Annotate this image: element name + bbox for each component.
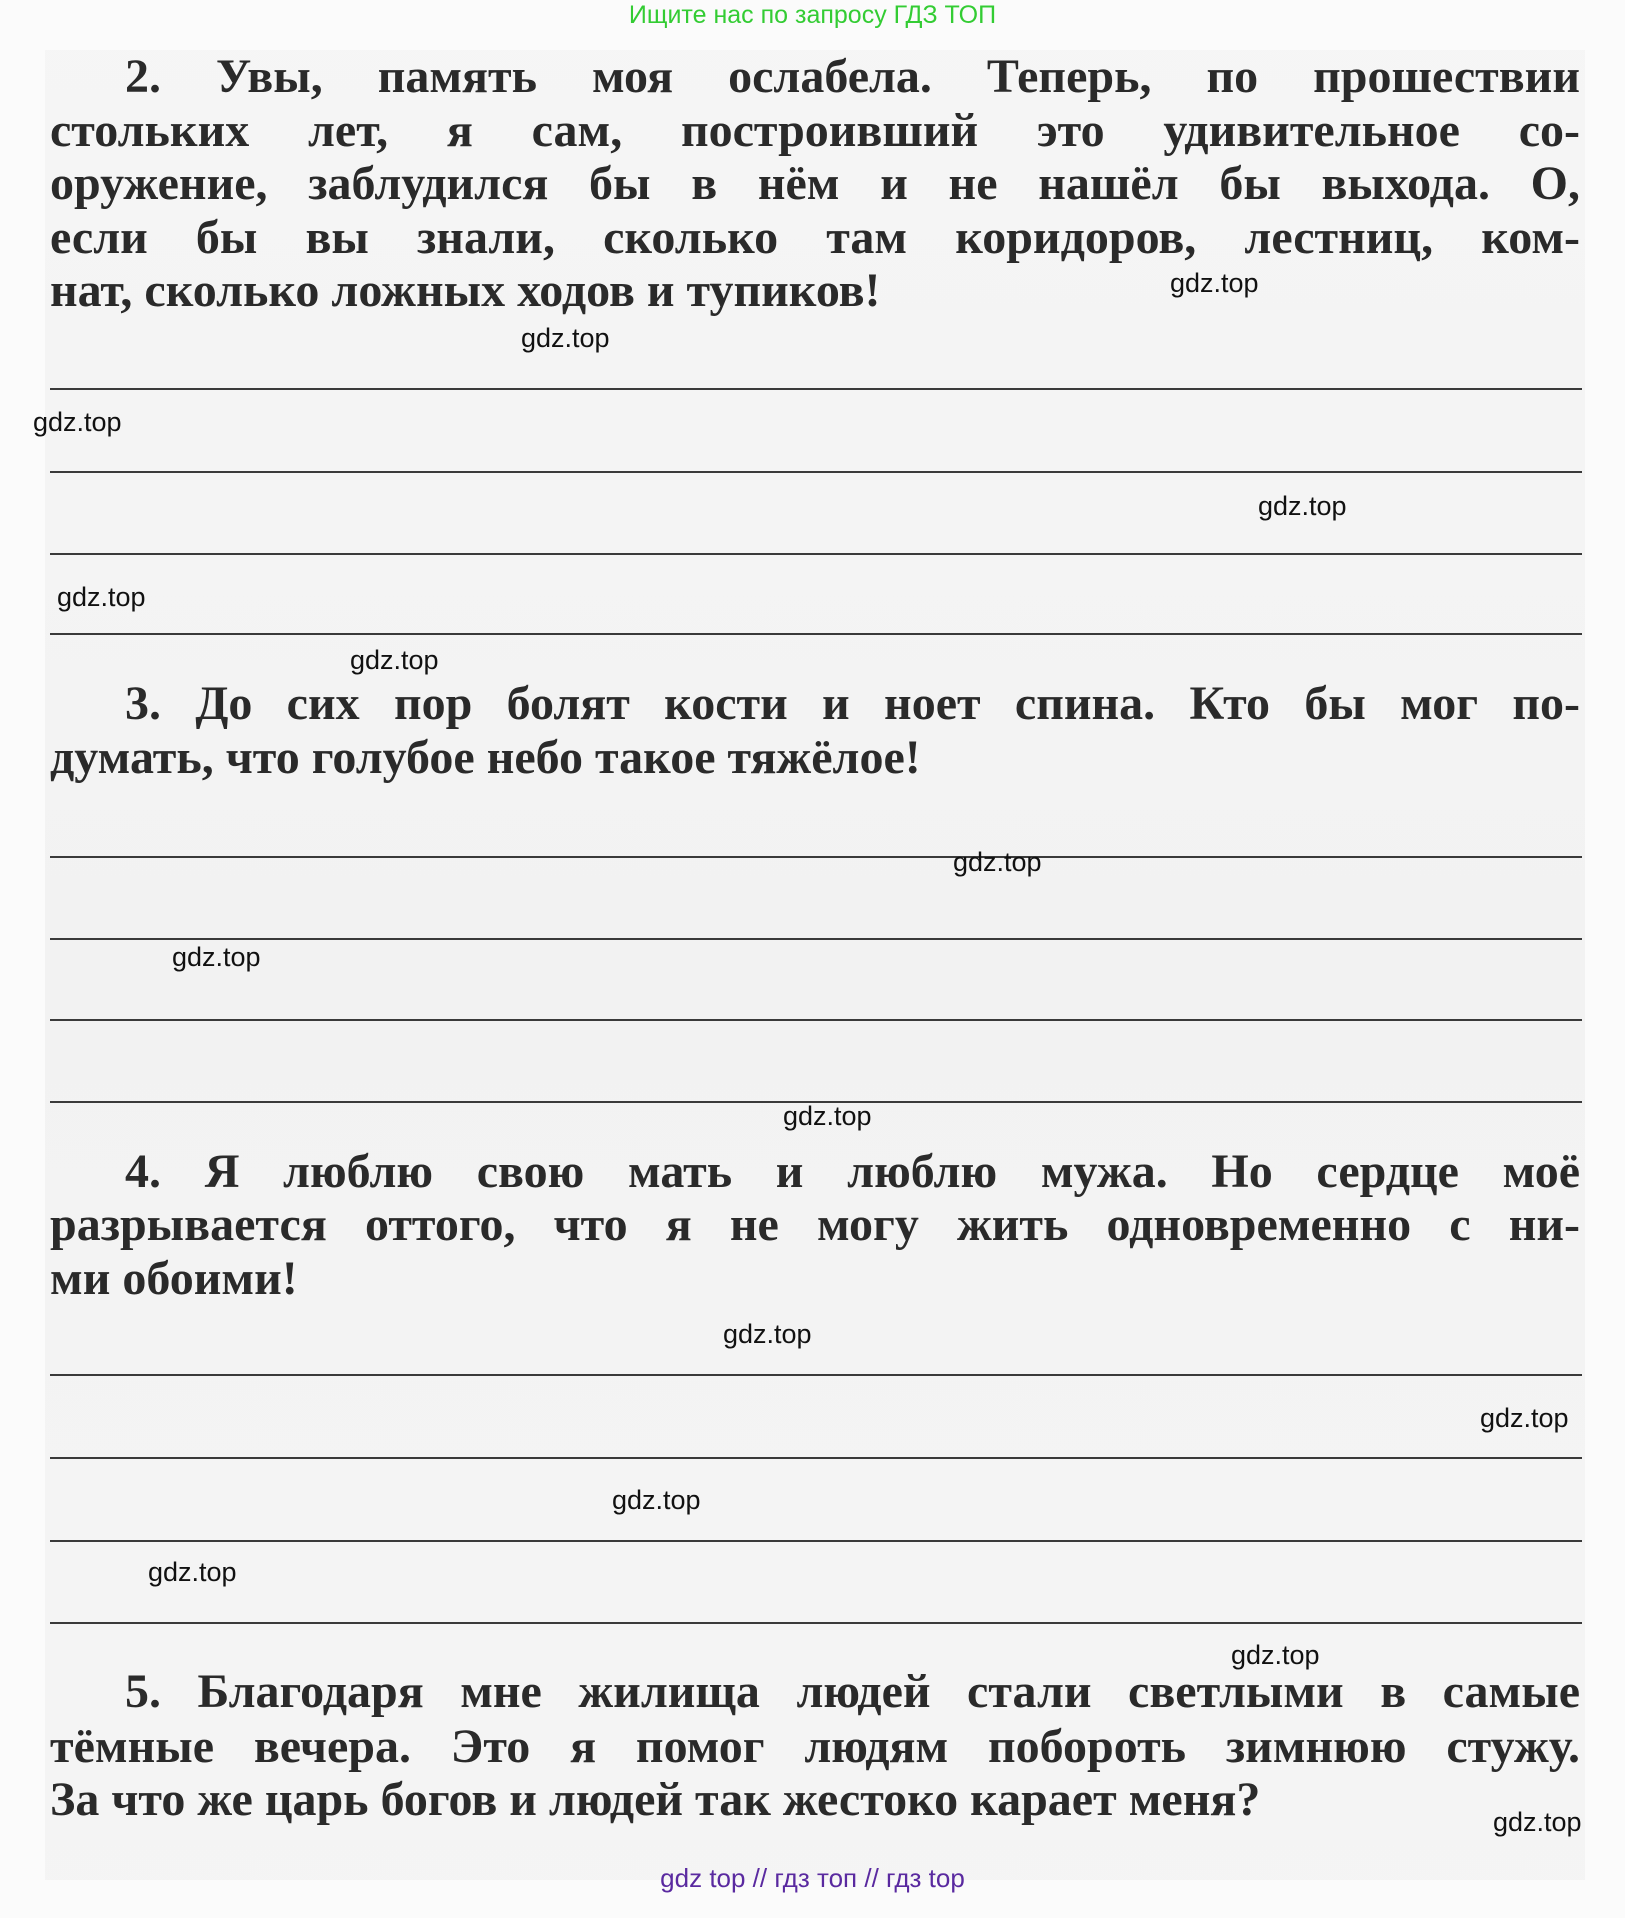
answer-line[interactable] [50, 1019, 1582, 1021]
watermark: gdz.top [723, 1319, 812, 1349]
paragraph-2-line: нат, сколько ложных ходов и тупиков! [50, 264, 881, 317]
search-hint-header: Ищите нас по запросу ГДЗ ТОП [628, 1, 997, 29]
watermark: gdz.top [1231, 1640, 1320, 1670]
answer-line[interactable] [50, 388, 1582, 390]
watermark: gdz.top [33, 407, 122, 437]
paragraph-4-line: 4. Я люблю свою мать и люблю мужа. Но сердце моё [125, 1145, 1580, 1198]
answer-line[interactable] [50, 1540, 1582, 1542]
watermark: gdz.top [148, 1557, 237, 1587]
watermark: gdz.top [350, 645, 439, 675]
answer-line[interactable] [50, 471, 1582, 473]
watermark: gdz.top [1258, 491, 1347, 521]
answer-line[interactable] [50, 938, 1582, 940]
watermark: gdz.top [1170, 268, 1259, 298]
page-background [45, 50, 1585, 1880]
watermark: gdz.top [783, 1101, 872, 1131]
footer-links: gdz top // гдз топ // гдз top [660, 1863, 965, 1893]
paragraph-2-line: стольких лет, я сам, построивший это удивительное со- [50, 104, 1580, 157]
watermark: gdz.top [57, 582, 146, 612]
answer-line[interactable] [50, 553, 1582, 555]
paragraph-3-line: думать, что голубое небо такое тяжёлое! [50, 731, 921, 784]
watermark: gdz.top [1480, 1403, 1569, 1433]
paragraph-2-line: 2. Увы, память моя ослабела. Теперь, по прошествии [125, 50, 1580, 103]
paragraph-5-line: 5. Благодаря мне жилища людей стали светлыми в самые [125, 1665, 1580, 1718]
paragraph-2-line: оружение, заблудился бы в нём и не нашёл бы выхода. О, [50, 157, 1580, 210]
watermark: gdz.top [612, 1485, 701, 1515]
paragraph-4-line: ми обоими! [50, 1252, 298, 1305]
paragraph-5-line: За что же царь богов и людей так жестоко карает меня? [50, 1773, 1261, 1826]
paragraph-5-line: тёмные вечера. Это я помог людям побороть зимнюю стужу. [50, 1720, 1580, 1773]
watermark: gdz.top [521, 323, 610, 353]
watermark: gdz.top [172, 942, 261, 972]
answer-line[interactable] [50, 633, 1582, 635]
answer-line[interactable] [50, 1374, 1582, 1376]
paragraph-3-line: 3. До сих пор болят кости и ноет спина. Кто бы мог по- [125, 677, 1580, 730]
answer-line[interactable] [50, 856, 1582, 858]
answer-line[interactable] [50, 1457, 1582, 1459]
paragraph-2-line: если бы вы знали, сколько там коридоров, лестниц, ком- [50, 211, 1580, 264]
paragraph-4-line: разрывается оттого, что я не могу жить одновременно с ни- [50, 1198, 1580, 1251]
watermark: gdz.top [953, 847, 1042, 877]
watermark: gdz.top [1493, 1807, 1582, 1837]
answer-line[interactable] [50, 1622, 1582, 1624]
